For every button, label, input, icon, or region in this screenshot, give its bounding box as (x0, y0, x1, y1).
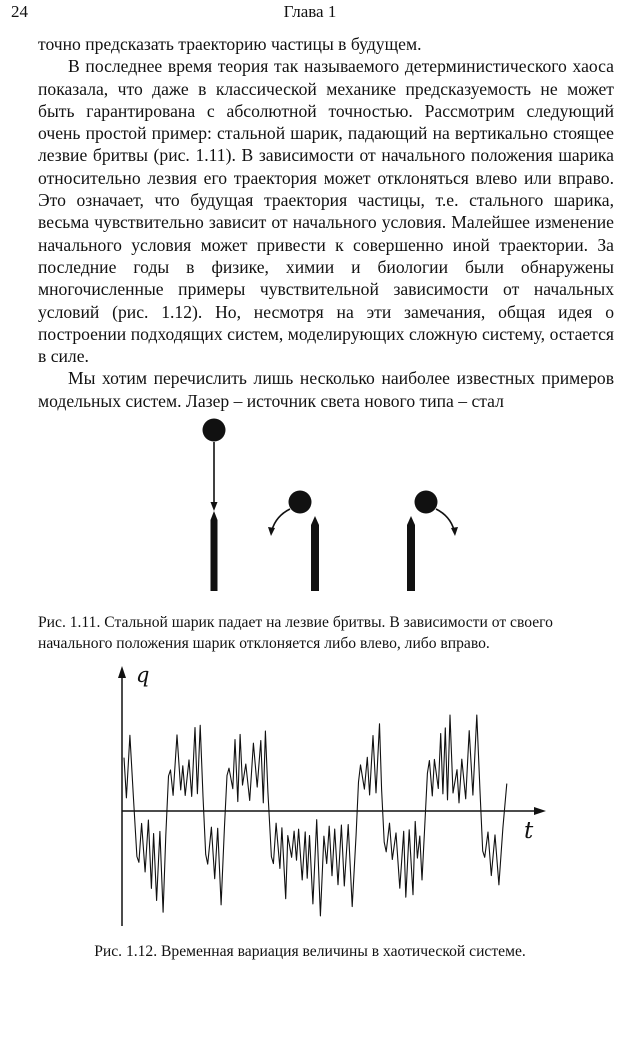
chapter-title: Глава 1 (283, 2, 337, 21)
deflect-left-arrow (272, 509, 290, 530)
razor-blade (211, 511, 218, 591)
caption-line-2: начального положения шарик отклоняется либо влево, либо вправо. (38, 635, 490, 652)
deflect-right-arrow (436, 509, 454, 530)
deflect-right-arrowhead (451, 527, 458, 536)
figure-1-12-caption: Рис. 1.12. Временная вариация величины в хаотической системе. (94, 943, 526, 960)
steel-ball (203, 419, 226, 442)
paragraph-1: точно предсказать траекторию частицы в будущем. (38, 34, 422, 54)
razor-blade (407, 516, 415, 591)
page-number: 24 (11, 2, 28, 21)
y-axis-arrow (118, 666, 126, 678)
paragraph-3: Мы хотим перечислить лишь несколько наиболее известных примеров модельных систем. Лазер – источник света нового типа – стал (38, 368, 614, 411)
figure-1-11-caption (38, 612, 616, 654)
figure-chaotic-signal (110, 660, 560, 930)
razor-blade (311, 516, 319, 591)
caption-line-1: Рис. 1.11. Стальной шарик падает на лезвие бритвы. В зависимости от своего (38, 614, 553, 631)
panel-ball-left (268, 491, 319, 592)
deflect-left-arrowhead (268, 527, 275, 536)
steel-ball (415, 491, 438, 514)
body-text (38, 33, 614, 412)
panel-ball-falling (203, 419, 226, 592)
x-axis-arrow (534, 807, 546, 815)
fall-arrow-head (211, 502, 218, 511)
y-axis-label: q (136, 663, 150, 687)
chaotic-signal-line (124, 715, 507, 916)
panel-ball-right (407, 491, 458, 592)
paragraph-2: В последнее время теория так называемого детерминистического хаоса показала, что даже в классической механике предсказуемость не может быть гарантирована с абсолютной точностью. Рассмотрим следующий очень простой пример: стальной шарик, падающий на вертикально стоящее лезвие бритвы (рис. 1.11). В зависимости от начального положения шарика относительно лезвия его траектория может отклоняться влево или вправо. Это означает, что будущая траектория частицы, т.е. стального шарика, весьма чувствительно зависит от начального условия. Малейшее изменение начального условия может привести к совершенно иной траектории. За последние годы в физике, химии и биологии были обнаружены многочисленные примеры чувствительной зависимости от начальных условий (рис. 1.12). Но, несмотря на эти замечания, общая идея о построении подходящих систем, моделирующих сложную систему, остается в силе. (38, 56, 614, 367)
x-axis-label: t (524, 818, 534, 844)
steel-ball (289, 491, 312, 514)
figure-razor-blades (190, 410, 480, 595)
